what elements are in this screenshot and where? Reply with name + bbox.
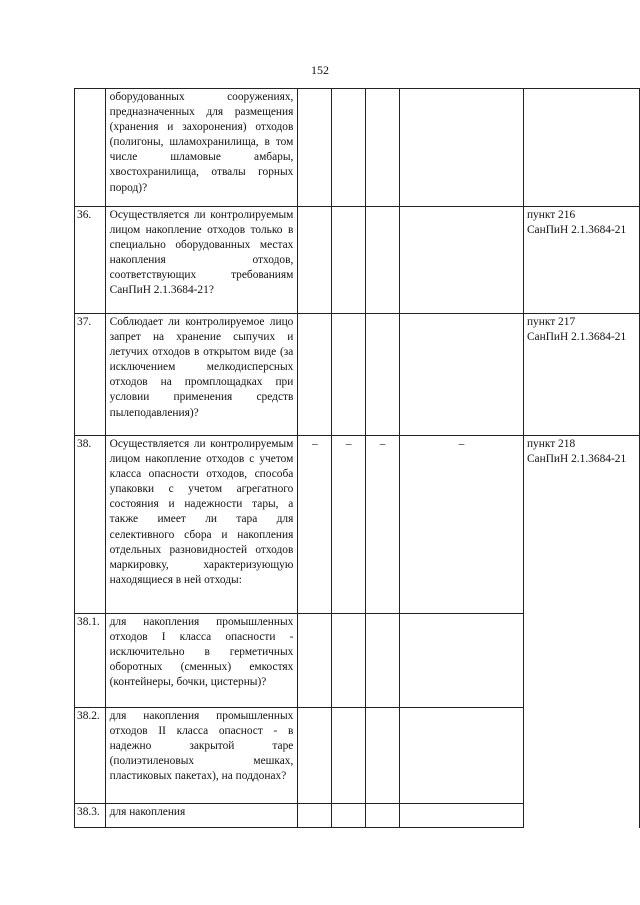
reference-cell: [523, 314, 639, 436]
row-number: 38.3.: [75, 804, 106, 828]
question-text: Соблюдает ли контролируемое лицо запрет на хранение сыпучих и летучих отходов в открытом виде (за исключением мелкодисперсных отходов на промплощадках при условии применения средств пылеподавления)?: [105, 314, 298, 436]
answer-na-cell[interactable]: [366, 89, 400, 207]
question-text: Осуществляется ли контролируемым лицом накопление отходов с учетом класса опасности отходов, способа упаковки с учетом агрегатного состояния и надежности тары, а также имеет ли тара для селективного сбора и накопления отдельных разновидностей отходов маркировку, характеризующую находящиеся в ней отходы:: [105, 436, 298, 614]
answer-comment-cell[interactable]: [400, 207, 524, 314]
answer-na-cell[interactable]: [366, 314, 400, 436]
row-number: 38.2.: [75, 708, 106, 804]
answer-yes-cell[interactable]: [298, 207, 332, 314]
answer-yes-cell[interactable]: [298, 89, 332, 207]
answer-na-cell[interactable]: [366, 207, 400, 314]
question-text: для накопления промышленных отходов I класса опасности - исключительно в герметичных оборотных (сменных) емкостях (контейнеры, бочки, цистерны)?: [105, 614, 298, 708]
question-text: оборудованных сооружениях, предназначенных для размещения (хранения и захоронения) отходов (полигоны, шламохранилища, в том числе шламовые амбары, хвостохранилища, отвалы горных пород)?: [105, 89, 298, 207]
question-text: Осуществляется ли контролируемым лицом накопление отходов только в специально оборудованных местах накопления отходов, соответствующих требованиям СанПиН 2.1.3684-21?: [105, 207, 298, 314]
answer-yes-cell[interactable]: [298, 708, 332, 804]
answer-no-cell[interactable]: [332, 314, 366, 436]
answer-comment-cell[interactable]: [400, 436, 524, 614]
reference-cell: [523, 207, 639, 314]
dash-mark: –: [311, 438, 318, 450]
answer-yes-cell[interactable]: [298, 436, 332, 614]
table-row: [75, 436, 640, 614]
answer-comment-cell[interactable]: [400, 804, 524, 828]
answer-no-cell[interactable]: [332, 804, 366, 828]
row-number: 38.1.: [75, 614, 106, 708]
reference-cell: [523, 436, 639, 828]
row-number: [75, 89, 106, 207]
answer-no-cell[interactable]: [332, 614, 366, 708]
question-text: для накопления: [105, 804, 298, 828]
reference-document: СанПиН 2.1.3684-21: [526, 453, 627, 466]
answer-yes-cell[interactable]: [298, 314, 332, 436]
answer-na-cell[interactable]: [366, 436, 400, 614]
row-number: 38.: [75, 436, 106, 614]
answer-yes-cell[interactable]: [298, 804, 332, 828]
answer-comment-cell[interactable]: [400, 708, 524, 804]
answer-no-cell[interactable]: [332, 207, 366, 314]
table-row: [75, 314, 640, 436]
reference-cell: [523, 89, 639, 207]
row-number: 37.: [75, 314, 106, 436]
row-number: 36.: [75, 207, 106, 314]
reference-clause: пункт 216: [526, 209, 576, 221]
answer-no-cell[interactable]: [332, 89, 366, 207]
table-row: [75, 89, 640, 207]
answer-comment-cell[interactable]: [400, 614, 524, 708]
reference-document: СанПиН 2.1.3684-21: [526, 224, 627, 237]
answer-comment-cell[interactable]: [400, 89, 524, 207]
reference-clause: пункт 218: [526, 438, 576, 450]
answer-yes-cell[interactable]: [298, 614, 332, 708]
answer-no-cell[interactable]: [332, 436, 366, 614]
answer-na-cell[interactable]: [366, 804, 400, 828]
table-row: [75, 207, 640, 314]
dash-mark: –: [458, 438, 465, 450]
reference-clause: пункт 217: [526, 316, 576, 328]
reference-document: СанПиН 2.1.3684-21: [526, 331, 627, 344]
question-text: для накопления промышленных отходов II класса опасност - в надежно закрытой таре (полиэтиленовых мешках, пластиковых пакетах), на поддонах?: [105, 708, 298, 804]
answer-comment-cell[interactable]: [400, 314, 524, 436]
dash-mark: –: [379, 438, 386, 450]
answer-na-cell[interactable]: [366, 708, 400, 804]
answer-no-cell[interactable]: [332, 708, 366, 804]
answer-na-cell[interactable]: [366, 614, 400, 708]
dash-mark: –: [345, 438, 352, 450]
checklist-table: [74, 88, 640, 828]
page-number: 152: [311, 63, 329, 77]
